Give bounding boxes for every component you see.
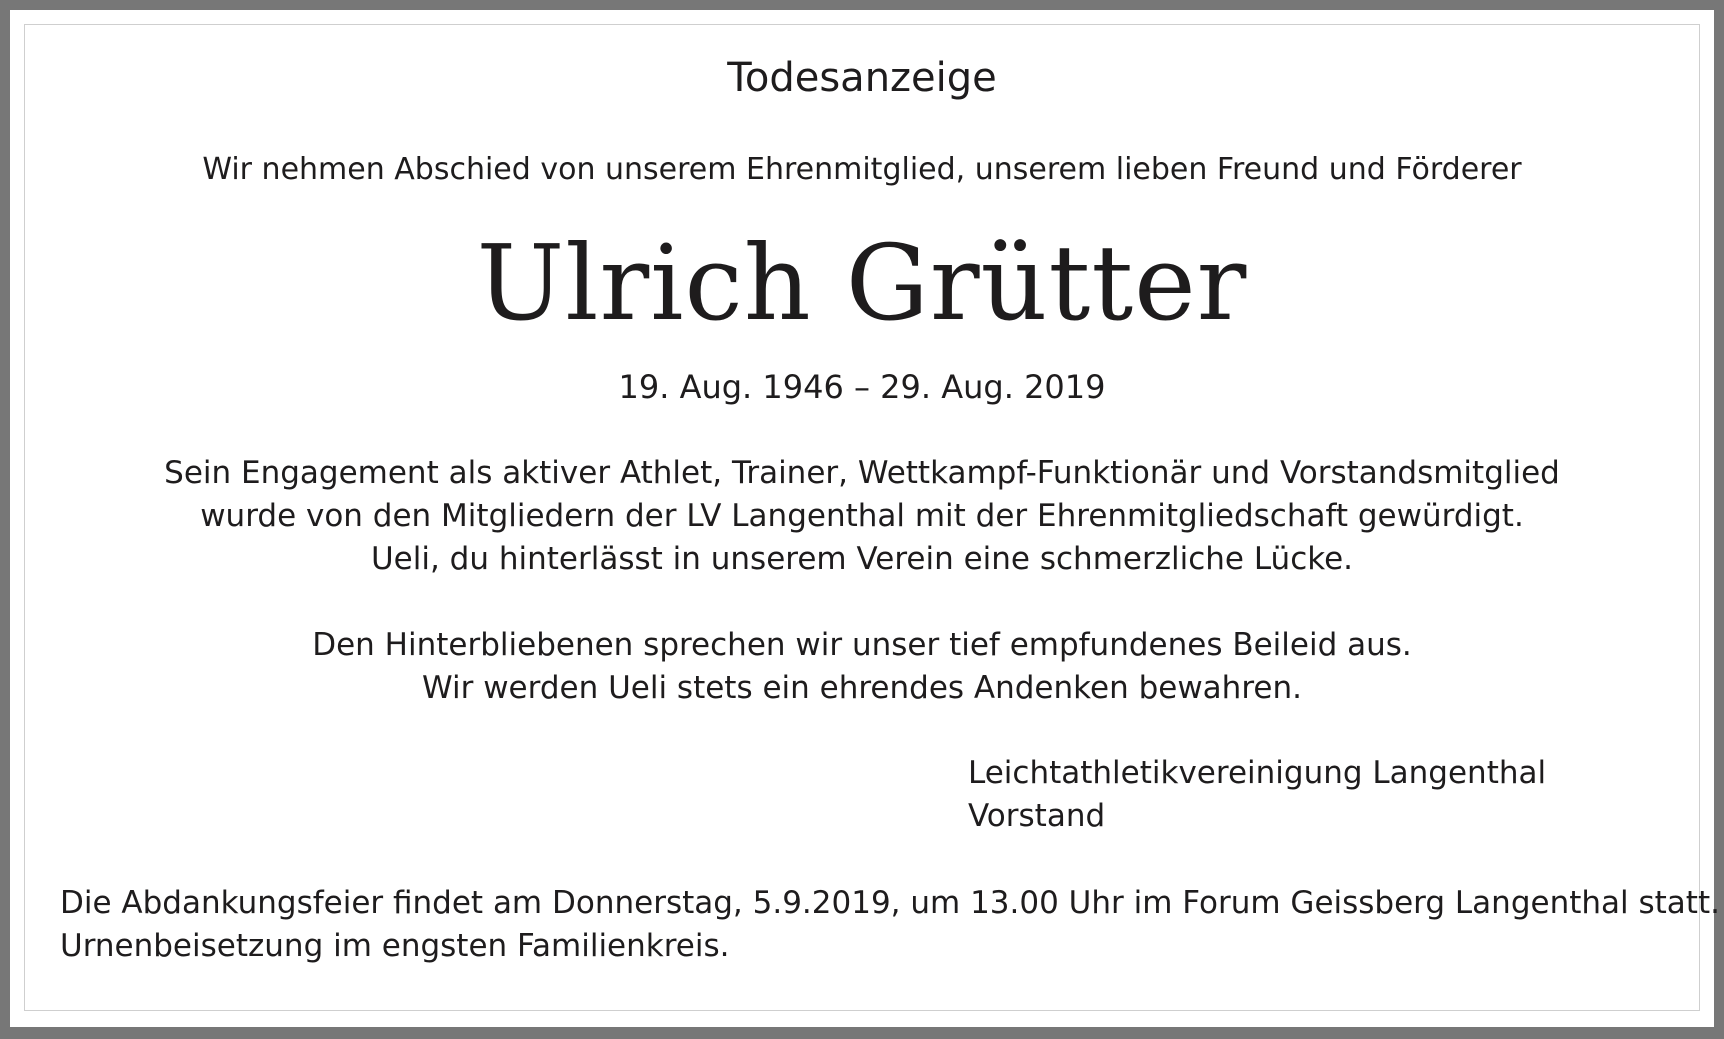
burial-line: Urnenbeisetzung im engsten Familienkreis. [60, 928, 730, 964]
tribute-line: wurde von den Mitgliedern der LV Langenthal mit der Ehrenmitgliedschaft gewürdigt. [200, 498, 1524, 534]
tribute-paragraph [0, 452, 1724, 581]
condolence-paragraph [0, 624, 1724, 710]
notice-heading: Todesanzeige [727, 55, 997, 101]
condolence-line: Wir werden Ueli stets ein ehrendes Andenken bewahren. [422, 670, 1302, 706]
life-dates: 19. Aug. 1946 – 29. Aug. 2019 [618, 368, 1106, 406]
condolence-line: Den Hinterbliebenen sprechen wir unser tief empfundenes Beileid aus. [312, 627, 1412, 663]
tribute-line: Sein Engagement als aktiver Athlet, Trainer, Wettkampf-Funktionär und Vorstandsmitglied [164, 455, 1560, 491]
signature-board: Vorstand [968, 798, 1106, 834]
ceremony-info [60, 882, 1720, 968]
signature-block [968, 752, 1546, 838]
intro-text: Wir nehmen Abschied von unserem Ehrenmitglied, unserem lieben Freund und Förderer [202, 152, 1522, 187]
deceased-name: Ulrich Grütter [476, 222, 1248, 344]
ceremony-line: Die Abdankungsfeier findet am Donnerstag, 5.9.2019, um 13.00 Uhr im Forum Geissberg Langenthal statt. [60, 885, 1720, 921]
signature-organization: Leichtathletikvereinigung Langenthal [968, 755, 1547, 791]
tribute-line: Ueli, du hinterlässt in unserem Verein eine schmerzliche Lücke. [370, 541, 1354, 577]
